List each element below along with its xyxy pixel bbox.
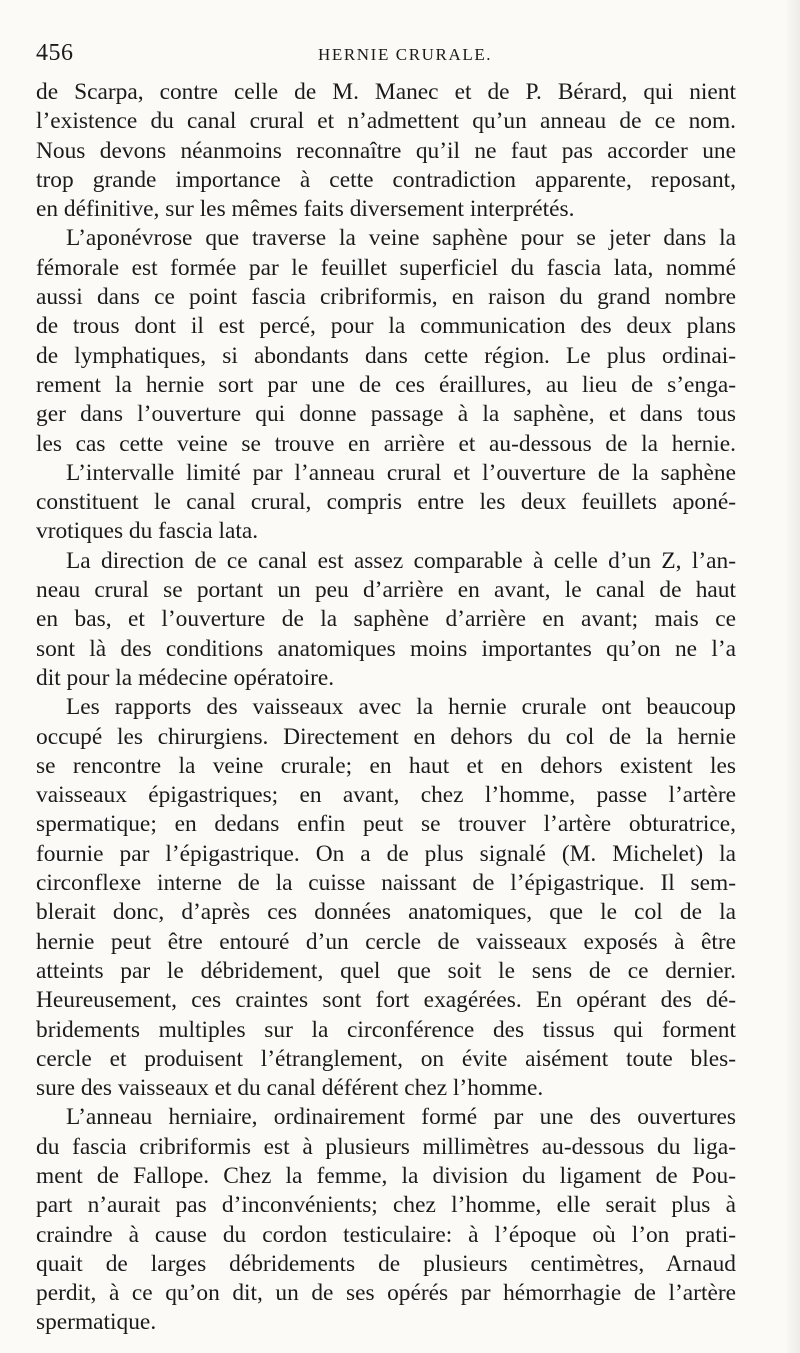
text-line: l’existence du canal crural et n’admettent qu’un anneau de ce nom. xyxy=(36,108,736,135)
text-line: Heureusement, ces craintes sont fort exagérées. En opérant des dé- xyxy=(36,987,736,1014)
text-line: vaisseaux épigastriques; en avant, chez l’homme, passe l’artère xyxy=(36,782,736,809)
text-line: perdit, à ce qu’on dit, un de ses opérés par hémorrhagie de l’artère xyxy=(36,1280,736,1307)
text-line: fournie par l’épigastrique. On a de plus signalé (M. Michelet) la xyxy=(36,840,736,867)
text-line: ment de Fallope. Chez la femme, la division du ligament de Pou- xyxy=(36,1162,736,1189)
text-line: L’intervalle limité par l’anneau crural et l’ouverture de la saphène xyxy=(66,459,736,486)
text-line: hernie peut être entouré d’un cercle de vaisseaux exposés à être xyxy=(36,928,736,955)
text-line: spermatique; en dedans enfin peut se trouver l’artère obturatrice, xyxy=(36,811,736,838)
text-line: bridements multiples sur la circonférence des tissus qui forment xyxy=(36,1016,736,1043)
text-line: aussi dans ce point fascia cribriformis, en raison du grand nombre xyxy=(36,284,736,311)
text-line: circonflexe interne de la cuisse naissant de l’épigastrique. Il sem- xyxy=(36,870,736,897)
text-line: atteints par le débridement, quel que soit le sens de ce dernier. xyxy=(36,957,736,984)
text-line: de Scarpa, contre celle de M. Manec et de P. Bérard, qui nient xyxy=(36,79,736,105)
text-line: les cas cette veine se trouve en arrière et au-dessous de la hernie. xyxy=(36,430,736,457)
text-line: Nous devons néanmoins reconnaître qu’il ne faut pas accorder une xyxy=(36,137,736,164)
text-line: occupé les chirurgiens. Directement en dehors du col de la hernie xyxy=(36,723,736,750)
text-line: Les rapports des vaisseaux avec la hernie crurale ont beaucoup xyxy=(66,694,736,721)
text-line: craindre à cause du cordon testiculaire: à l’époque où l’on prati- xyxy=(36,1221,736,1248)
body-text xyxy=(36,78,736,1338)
text-line: fémorale est formée par le feuillet superficiel du fascia lata, nommé xyxy=(36,254,736,281)
running-head: HERNIE CRURALE. xyxy=(318,45,493,64)
text-line: L’anneau herniaire, ordinairement formé par une des ouvertures xyxy=(66,1104,736,1131)
text-line: trop grande importance à cette contradiction apparente, reposant, xyxy=(36,166,736,193)
text-line: se rencontre la veine crurale; en haut et en dehors existent les xyxy=(36,752,736,779)
text-line: de lymphatiques, si abondants dans cette région. Le plus ordinai- xyxy=(36,342,736,369)
text-line: dit pour la médecine opératoire. xyxy=(36,664,335,691)
text-line: spermatique. xyxy=(36,1309,157,1336)
text-line: neau crural se portant un peu d’arrière en avant, le canal de haut xyxy=(36,577,736,604)
text-line: du fascia cribriformis est à plusieurs millimètres au-dessous du liga- xyxy=(36,1133,736,1160)
text-line: sure des vaisseaux et du canal déférent chez l’homme. xyxy=(36,1075,544,1102)
page-number: 456 xyxy=(36,40,74,66)
text-line: blerait donc, d’après ces données anatomiques, que le col de la xyxy=(36,899,736,926)
text-line: quait de larges débridements de plusieurs centimètres, Arnaud xyxy=(36,1250,736,1277)
text-line: sont là des conditions anatomiques moins importantes qu’on ne l’a xyxy=(36,635,736,662)
text-line: part n’aurait pas d’inconvénients; chez l’homme, elle serait plus à xyxy=(36,1192,736,1219)
text-line: constituent le canal crural, compris entre les deux feuillets aponé- xyxy=(36,489,736,516)
page-edge-shadow xyxy=(784,0,800,1353)
page-header xyxy=(36,40,736,70)
text-line: rement la hernie sort par une de ces éraillures, au lieu de s’enga- xyxy=(36,371,736,398)
text-line: en bas, et l’ouverture de la saphène d’arrière en avant; mais ce xyxy=(36,606,736,633)
text-line: cercle et produisent l’étranglement, on évite aisément toute bles- xyxy=(36,1045,736,1072)
text-line: vrotiques du fascia lata. xyxy=(36,518,259,545)
text-line: de trous dont il est percé, pour la communication des deux plans xyxy=(36,313,736,340)
text-line: L’aponévrose que traverse la veine saphène pour se jeter dans la xyxy=(66,225,736,252)
text-line: en définitive, sur les mêmes faits diversement interprétés. xyxy=(36,196,575,223)
text-line: ger dans l’ouverture qui donne passage à la saphène, et dans tous xyxy=(36,401,736,428)
text-line: La direction de ce canal est assez comparable à celle d’un Z, l’an- xyxy=(66,547,736,574)
